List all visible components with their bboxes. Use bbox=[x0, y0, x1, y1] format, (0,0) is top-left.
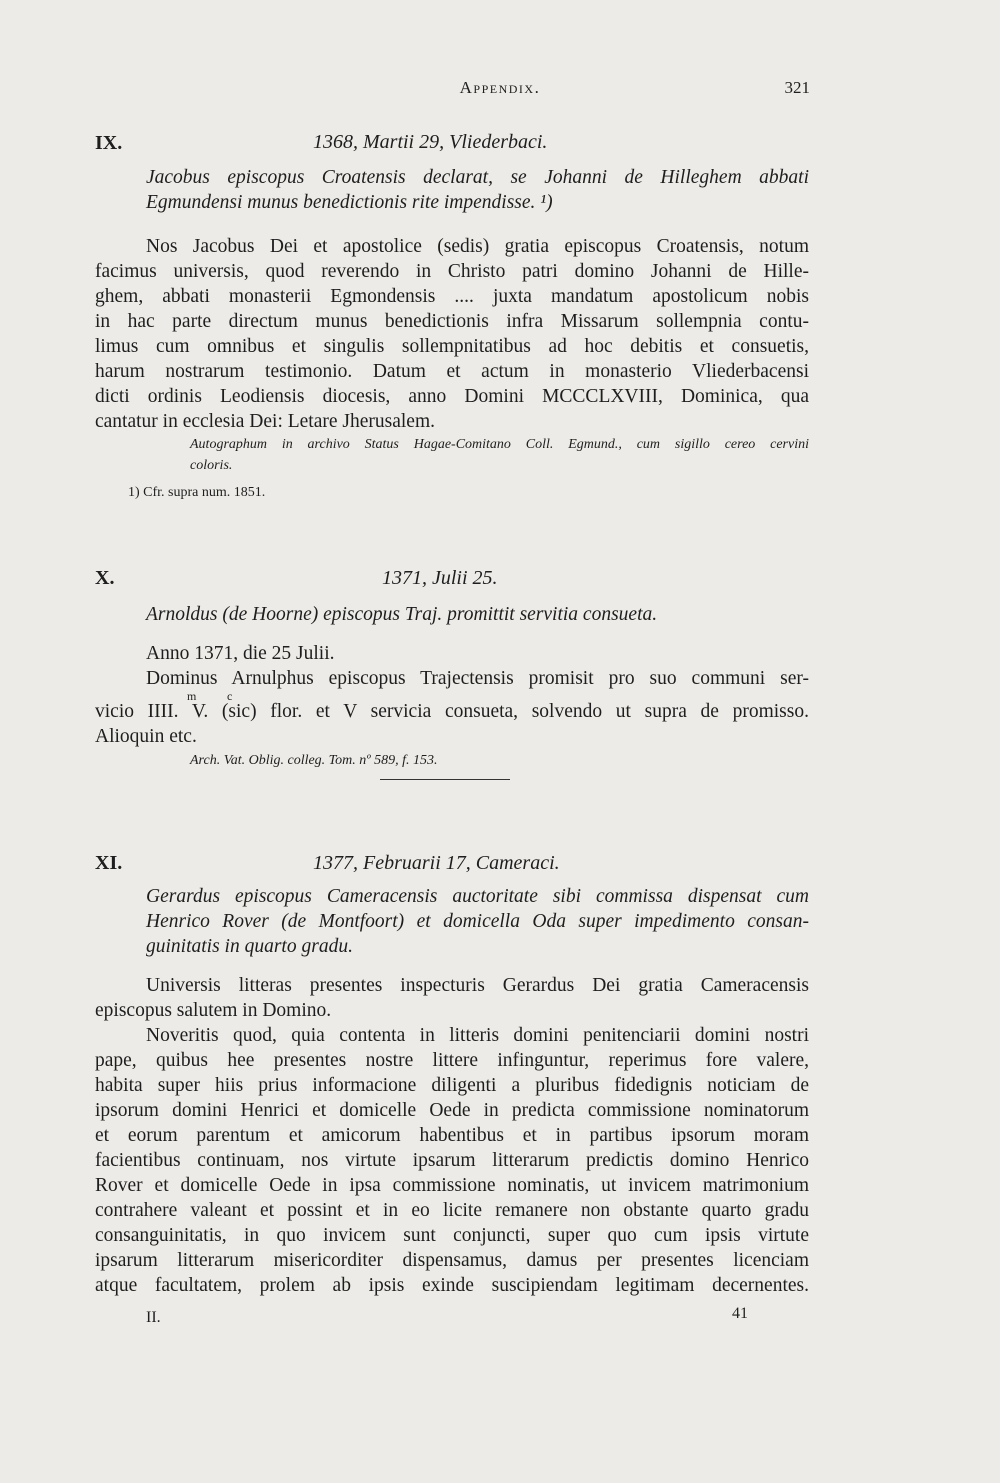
body-line: et eorum parentum et amicorum habentibus et in partibus ipsorum moram bbox=[95, 1125, 809, 1146]
body-line: consanguinitatis, in quo invicem sunt conjuncti, super quo cum ipsis virtute bbox=[95, 1225, 809, 1246]
body-line: contrahere valeant et possint et in eo licite remanere non obstante quarto gradu bbox=[95, 1200, 809, 1221]
body-line: Alioquin etc. bbox=[95, 726, 197, 747]
body-line: cantatur in ecclesia Dei: Letare Jherusalem. bbox=[95, 411, 435, 432]
body-line: facientibus continuam, nos virtute ipsarum litterarum predictis domino Henrico bbox=[95, 1150, 809, 1171]
section-divider bbox=[380, 779, 510, 780]
summary-line: Arnoldus (de Hoorne) episcopus Traj. promittit servitia consueta. bbox=[146, 604, 658, 625]
body-line: Universis litteras presentes inspecturis Gerardus Dei gratia Cameracensis bbox=[146, 975, 809, 996]
body-line: Dominus Arnulphus episcopus Trajectensis promisit pro suo communi ser- bbox=[146, 668, 809, 689]
footnote: 1) Cfr. supra num. 1851. bbox=[128, 485, 266, 500]
source-note: coloris. bbox=[190, 458, 233, 473]
body-line: Anno 1371, die 25 Julii. bbox=[146, 643, 335, 664]
signature-mark: II. bbox=[146, 1309, 161, 1326]
document-date-xi: 1377, Februarii 17, Cameraci. bbox=[313, 852, 560, 874]
body-line: ghem, abbati monasterii Egmondensis .... juxta mandatum apostolicum nobis bbox=[95, 286, 809, 307]
body-line: harum nostrarum testimonio. Datum et actum in monasterio Vliederbacensi bbox=[95, 361, 809, 382]
body-line: dicti ordinis Leodiensis diocesis, anno Domini MCCCLXVIII, Dominica, qua bbox=[95, 386, 809, 407]
summary-line: Jacobus episcopus Croatensis declarat, se Johanni de Hilleghem abbati bbox=[146, 167, 809, 188]
body-line: episcopus salutem in Domino. bbox=[95, 1000, 332, 1021]
gathering-number: 41 bbox=[732, 1305, 748, 1322]
document-date-x: 1371, Julii 25. bbox=[382, 567, 498, 589]
body-line: limus cum omnibus et singulis sollempnitatibus ad hoc debitis et consuetis, bbox=[95, 336, 809, 357]
document-number-ix: IX. bbox=[95, 132, 123, 154]
body-line: Rover et domicelle Oede in ipsa commissione nominatis, ut invicem matrimonium bbox=[95, 1175, 809, 1196]
document-number-xi: XI. bbox=[95, 852, 123, 874]
summary-line: Gerardus episcopus Cameracensis auctoritate sibi commissa dispensat cum bbox=[146, 886, 809, 907]
body-line: facimus universis, quod reverendo in Christo patri domino Johanni de Hille- bbox=[95, 261, 809, 282]
source-note: Arch. Vat. Oblig. colleg. Tom. nº 589, f. 153. bbox=[190, 753, 438, 768]
body-line: habita super hiis prius informacione diligenti a pluribus fidedignis noticiam de bbox=[95, 1075, 809, 1096]
body-line: pape, quibus hee presentes nostre littere infinguntur, reperimus fore valere, bbox=[95, 1050, 809, 1071]
superscript-m: m bbox=[187, 689, 197, 703]
summary-line: guinitatis in quarto gradu. bbox=[146, 936, 353, 957]
running-head: Appendix. bbox=[459, 78, 541, 97]
body-line: Noveritis quod, quia contenta in litteris domini penitenciarii domini nostri bbox=[146, 1025, 809, 1046]
page-number: 321 bbox=[784, 78, 810, 97]
body-line: ipsarum litterarum misericorditer dispensamus, damus per presentes licenciam bbox=[95, 1250, 809, 1271]
body-line: ipsorum domini Henrici et domicelle Oede in predicta commissione nominatorum bbox=[95, 1100, 809, 1121]
superscript-c: c bbox=[227, 689, 233, 703]
body-line: atque facultatem, prolem ab ipsis exinde suscipiendam legitimam decernentes. bbox=[95, 1275, 809, 1296]
body-line: Nos Jacobus Dei et apostolice (sedis) gratia episcopus Croatensis, notum bbox=[146, 236, 809, 257]
summary-line: Egmundensi munus benedictionis rite impendisse. ¹) bbox=[146, 192, 553, 213]
body-line: in hac parte directum munus benedictionis infra Missarum sollempnia contu- bbox=[95, 311, 809, 332]
body-line: vicio IIII. V. (sic) flor. et V servicia consueta, solvendo ut supra de promisso. bbox=[95, 701, 809, 722]
document-date-ix: 1368, Martii 29, Vliederbaci. bbox=[313, 131, 548, 153]
source-note: Autographum in archivo Status Hagae-Comitano Coll. Egmund., cum sigillo cereo cervini bbox=[190, 437, 809, 452]
summary-line: Henrico Rover (de Montfoort) et domicella Oda super impedimento consan- bbox=[146, 911, 809, 932]
document-number-x: X. bbox=[95, 567, 115, 589]
